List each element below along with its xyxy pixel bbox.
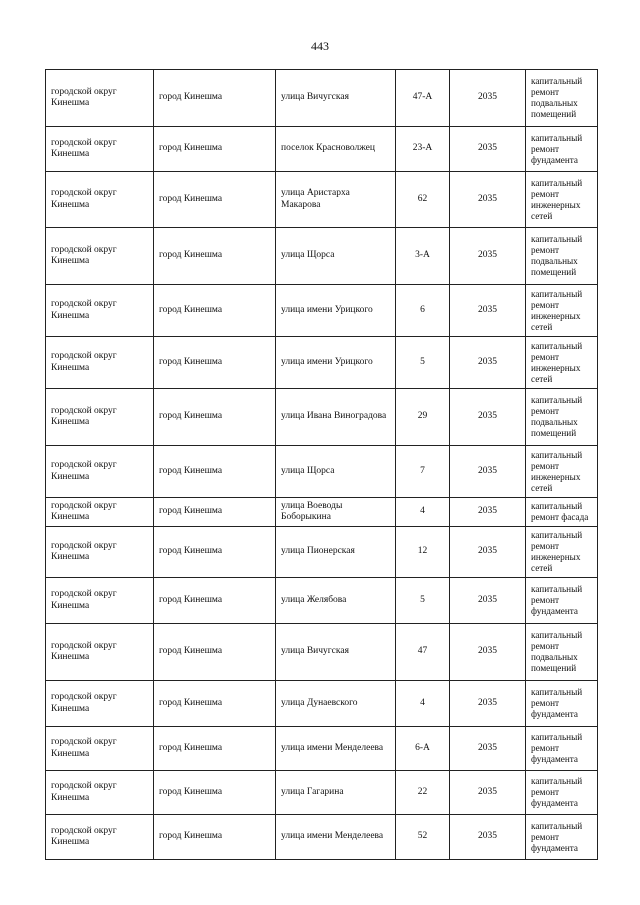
settlement-cell: город Кинешма xyxy=(154,527,276,578)
settlement-cell: город Кинешма xyxy=(154,624,276,681)
settlement-cell: город Кинешма xyxy=(154,681,276,727)
year-cell: 2035 xyxy=(450,815,526,860)
house-number-cell: 62 xyxy=(396,172,450,228)
municipality-cell: городской округ Кинешма xyxy=(46,446,154,498)
settlement-cell: город Кинешма xyxy=(154,727,276,771)
table-row xyxy=(46,498,598,527)
municipality-cell: городской округ Кинешма xyxy=(46,389,154,446)
year-cell: 2035 xyxy=(450,727,526,771)
year-cell: 2035 xyxy=(450,681,526,727)
work-type-cell: капитальный ремонт подвальных помещений xyxy=(526,389,598,446)
settlement-cell: город Кинешма xyxy=(154,771,276,815)
table-row xyxy=(46,127,598,172)
municipality-cell: городской округ Кинешма xyxy=(46,771,154,815)
municipality-cell: городской округ Кинешма xyxy=(46,285,154,337)
street-cell: улица имени Менделеева xyxy=(276,815,396,860)
house-number-cell: 5 xyxy=(396,578,450,624)
house-number-cell: 47 xyxy=(396,624,450,681)
street-cell: улица имени Менделеева xyxy=(276,727,396,771)
year-cell: 2035 xyxy=(450,771,526,815)
table-row xyxy=(46,285,598,337)
settlement-cell: город Кинешма xyxy=(154,127,276,172)
municipality-cell: городской округ Кинешма xyxy=(46,527,154,578)
work-type-cell: капитальный ремонт фасада xyxy=(526,498,598,527)
street-cell: улица имени Урицкого xyxy=(276,337,396,389)
work-type-cell: капитальный ремонт инженерных сетей xyxy=(526,337,598,389)
repair-schedule-table xyxy=(45,69,598,860)
year-cell: 2035 xyxy=(450,446,526,498)
page-number: 443 xyxy=(311,39,329,53)
table-row xyxy=(46,446,598,498)
year-cell: 2035 xyxy=(450,624,526,681)
table-row xyxy=(46,727,598,771)
work-type-cell: капитальный ремонт фундамента xyxy=(526,578,598,624)
street-cell: улица Дунаевского xyxy=(276,681,396,727)
municipality-cell: городской округ Кинешма xyxy=(46,228,154,285)
house-number-cell: 12 xyxy=(396,527,450,578)
street-cell: улица Щорса xyxy=(276,228,396,285)
house-number-cell: 6 xyxy=(396,285,450,337)
work-type-cell: капитальный ремонт фундамента xyxy=(526,127,598,172)
work-type-cell: капитальный ремонт инженерных сетей xyxy=(526,527,598,578)
municipality-cell: городской округ Кинешма xyxy=(46,578,154,624)
work-type-cell: капитальный ремонт инженерных сетей xyxy=(526,285,598,337)
table-row xyxy=(46,172,598,228)
house-number-cell: 7 xyxy=(396,446,450,498)
year-cell: 2035 xyxy=(450,578,526,624)
table-body xyxy=(46,70,598,860)
table-row xyxy=(46,389,598,446)
street-cell: улица Воеводы Боборыкина xyxy=(276,498,396,527)
street-cell: улица Вичугская xyxy=(276,624,396,681)
work-type-cell: капитальный ремонт фундамента xyxy=(526,681,598,727)
house-number-cell: 4 xyxy=(396,498,450,527)
settlement-cell: город Кинешма xyxy=(154,578,276,624)
street-cell: улица Пионерская xyxy=(276,527,396,578)
table-row xyxy=(46,70,598,127)
table-row xyxy=(46,337,598,389)
table-row xyxy=(46,527,598,578)
street-cell: улица Гагарина xyxy=(276,771,396,815)
municipality-cell: городской округ Кинешма xyxy=(46,624,154,681)
table-row xyxy=(46,681,598,727)
house-number-cell: 4 xyxy=(396,681,450,727)
house-number-cell: 6-А xyxy=(396,727,450,771)
street-cell: поселок Красноволжец xyxy=(276,127,396,172)
work-type-cell: капитальный ремонт подвальных помещений xyxy=(526,70,598,127)
settlement-cell: город Кинешма xyxy=(154,70,276,127)
table-row xyxy=(46,578,598,624)
municipality-cell: городской округ Кинешма xyxy=(46,498,154,527)
year-cell: 2035 xyxy=(450,228,526,285)
house-number-cell: 52 xyxy=(396,815,450,860)
work-type-cell: капитальный ремонт инженерных сетей xyxy=(526,172,598,228)
street-cell: улица имени Урицкого xyxy=(276,285,396,337)
year-cell: 2035 xyxy=(450,172,526,228)
municipality-cell: городской округ Кинешма xyxy=(46,337,154,389)
street-cell: улица Вичугская xyxy=(276,70,396,127)
settlement-cell: город Кинешма xyxy=(154,446,276,498)
settlement-cell: город Кинешма xyxy=(154,498,276,527)
settlement-cell: город Кинешма xyxy=(154,285,276,337)
house-number-cell: 3-А xyxy=(396,228,450,285)
table-row xyxy=(46,771,598,815)
municipality-cell: городской округ Кинешма xyxy=(46,172,154,228)
settlement-cell: город Кинешма xyxy=(154,228,276,285)
work-type-cell: капитальный ремонт подвальных помещений xyxy=(526,624,598,681)
work-type-cell: капитальный ремонт подвальных помещений xyxy=(526,228,598,285)
work-type-cell: капитальный ремонт фундамента xyxy=(526,727,598,771)
street-cell: улица Аристарха Макарова xyxy=(276,172,396,228)
work-type-cell: капитальный ремонт фундамента xyxy=(526,771,598,815)
house-number-cell: 22 xyxy=(396,771,450,815)
house-number-cell: 23-А xyxy=(396,127,450,172)
municipality-cell: городской округ Кинешма xyxy=(46,727,154,771)
settlement-cell: город Кинешма xyxy=(154,172,276,228)
settlement-cell: город Кинешма xyxy=(154,337,276,389)
year-cell: 2035 xyxy=(450,337,526,389)
municipality-cell: городской округ Кинешма xyxy=(46,681,154,727)
house-number-cell: 47-А xyxy=(396,70,450,127)
municipality-cell: городской округ Кинешма xyxy=(46,815,154,860)
municipality-cell: городской округ Кинешма xyxy=(46,127,154,172)
year-cell: 2035 xyxy=(450,127,526,172)
settlement-cell: город Кинешма xyxy=(154,815,276,860)
year-cell: 2035 xyxy=(450,70,526,127)
street-cell: улица Желябова xyxy=(276,578,396,624)
municipality-cell: городской округ Кинешма xyxy=(46,70,154,127)
table-row xyxy=(46,624,598,681)
street-cell: улица Ивана Виноградова xyxy=(276,389,396,446)
year-cell: 2035 xyxy=(450,285,526,337)
year-cell: 2035 xyxy=(450,389,526,446)
house-number-cell: 5 xyxy=(396,337,450,389)
table-row xyxy=(46,815,598,860)
settlement-cell: город Кинешма xyxy=(154,389,276,446)
year-cell: 2035 xyxy=(450,498,526,527)
street-cell: улица Щорса xyxy=(276,446,396,498)
house-number-cell: 29 xyxy=(396,389,450,446)
work-type-cell: капитальный ремонт фундамента xyxy=(526,815,598,860)
table-row xyxy=(46,228,598,285)
year-cell: 2035 xyxy=(450,527,526,578)
work-type-cell: капитальный ремонт инженерных сетей xyxy=(526,446,598,498)
